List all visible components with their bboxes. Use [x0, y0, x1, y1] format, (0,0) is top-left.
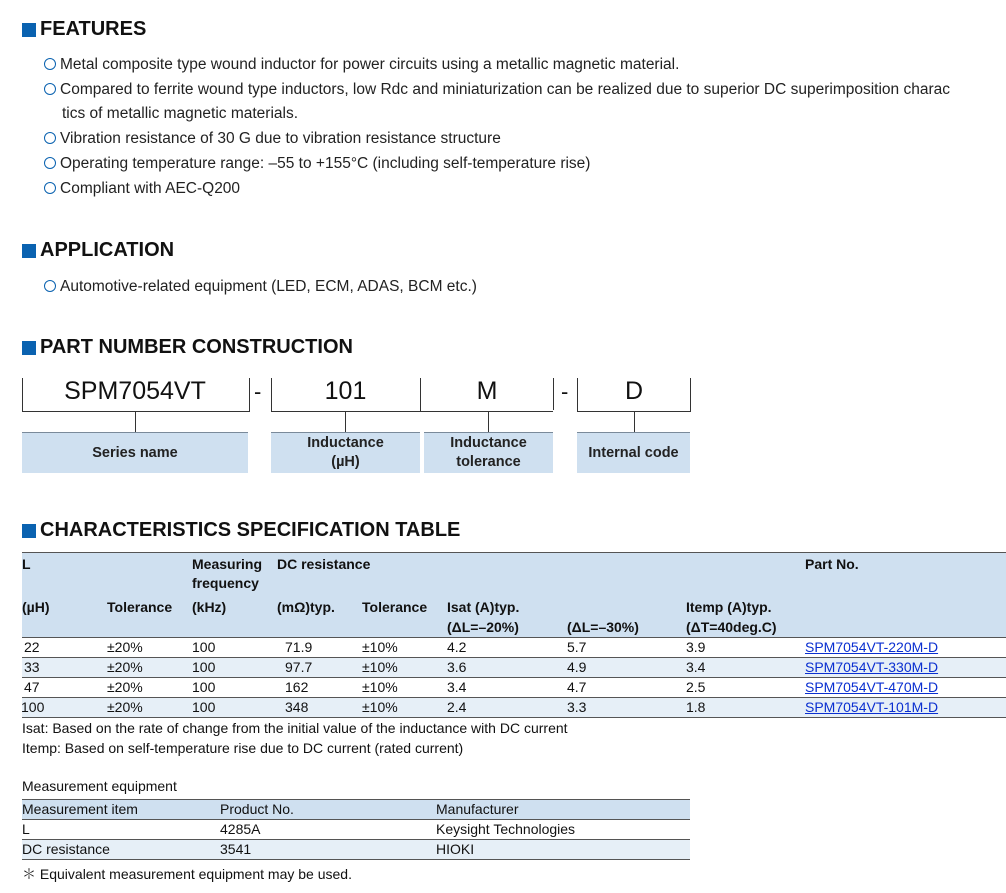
col-header-rdc-tolerance: Tolerance — [362, 599, 428, 615]
col-header-measuring: Measuring — [192, 556, 263, 572]
circle-bullet-icon — [44, 58, 56, 70]
measurement-col-product: Product No. — [220, 801, 294, 817]
table-cell: ±20% — [107, 679, 143, 695]
measurement-row — [22, 820, 690, 840]
measurement-cell: Keysight Technologies — [436, 821, 576, 837]
table-cell: 4.9 — [567, 659, 587, 675]
measurement-cell: DC resistance — [22, 841, 110, 857]
table-row — [22, 698, 1006, 718]
segment-divider — [690, 378, 691, 411]
part-number-heading — [22, 336, 353, 359]
measurement-cell: HIOKI — [436, 841, 475, 857]
col-header-khz: (kHz) — [192, 599, 227, 615]
square-bullet-icon — [22, 23, 36, 37]
inductance-tolerance-label: Inductance tolerance — [424, 432, 553, 473]
table-row — [22, 638, 1006, 658]
feature-item: Compliant with AEC-Q200 — [44, 180, 240, 198]
table-cell: 100 — [192, 699, 216, 715]
connector-line — [488, 411, 489, 432]
circle-bullet-icon — [44, 83, 56, 95]
table-cell: 3.6 — [447, 659, 467, 675]
measurement-col-manufacturer: Manufacturer — [436, 801, 519, 817]
col-header-uh: (µH) — [22, 599, 50, 615]
table-cell: ±20% — [107, 659, 143, 675]
measurement-table-header — [22, 799, 690, 820]
square-bullet-icon — [22, 341, 36, 355]
isat-note: Isat: Based on the rate of change from the initial value of the inductance with DC current — [22, 720, 568, 736]
part-number-link[interactable]: SPM7054VT-101M-D — [805, 699, 939, 715]
feature-item: Compared to ferrite wound type inductors, low Rdc and miniaturization can be realized due to superior DC superimposition charac — [44, 81, 950, 99]
table-cell: 4.7 — [567, 679, 587, 695]
connector-line — [135, 411, 136, 432]
connector-line — [634, 411, 635, 432]
measurement-cell: 3541 — [220, 841, 252, 857]
internal-code-label: Internal code — [577, 432, 690, 473]
table-cell: 1.8 — [686, 699, 706, 715]
inductance-segment: 101 — [324, 377, 367, 405]
table-cell: 33 — [24, 659, 40, 675]
table-cell: ±10% — [362, 659, 398, 675]
table-cell: 3.9 — [686, 639, 706, 655]
measurement-col-item: Measurement item — [22, 801, 138, 817]
part-number-link[interactable]: SPM7054VT-470M-D — [805, 679, 939, 695]
table-cell: ±20% — [107, 639, 143, 655]
col-header-isat-30: (ΔL=–30%) — [567, 619, 639, 635]
application-item: Automotive-related equipment (LED, ECM, ADAS, BCM etc.) — [44, 278, 477, 296]
gap-mask — [553, 410, 577, 412]
table-cell: 162 — [285, 679, 309, 695]
col-header-isat: Isat (A)typ. — [447, 599, 520, 615]
table-cell: 100 — [192, 659, 216, 675]
internal-code-segment: D — [624, 377, 644, 405]
equivalent-footnote: ＊ Equivalent measurement equipment may be used. — [22, 866, 352, 882]
col-header-dc-resistance: DC resistance — [277, 556, 371, 572]
table-cell: 3.3 — [567, 699, 587, 715]
spec-table-title: CHARACTERISTICS SPECIFICATION TABLE — [40, 519, 461, 541]
circle-bullet-icon — [44, 157, 56, 169]
tolerance-segment: M — [476, 377, 498, 405]
feature-item: Vibration resistance of 30 G due to vibration resistance structure — [44, 130, 501, 148]
segment-divider — [553, 378, 554, 411]
col-header-mohm: (mΩ)typ. — [277, 599, 335, 615]
table-cell: 3.4 — [686, 659, 706, 675]
inductance-label: Inductance (µH) — [271, 432, 420, 473]
table-cell: 97.7 — [285, 659, 313, 675]
table-cell: 5.7 — [567, 639, 587, 655]
square-bullet-icon — [22, 524, 36, 538]
table-cell: ±20% — [107, 699, 143, 715]
table-cell: 22 — [24, 639, 40, 655]
circle-bullet-icon — [44, 132, 56, 144]
table-cell: 100 — [21, 699, 45, 715]
table-cell: 348 — [285, 699, 309, 715]
table-cell: 47 — [24, 679, 40, 695]
col-header-tolerance: Tolerance — [107, 599, 173, 615]
connector-line — [345, 411, 346, 432]
square-bullet-icon — [22, 244, 36, 258]
table-cell: ±10% — [362, 639, 398, 655]
table-cell: 3.4 — [447, 679, 467, 695]
circle-bullet-icon — [44, 280, 56, 292]
measurement-title: Measurement equipment — [22, 778, 177, 794]
separator-dash: - — [254, 379, 262, 404]
application-title: APPLICATION — [40, 239, 175, 261]
col-header-l: L — [22, 556, 31, 572]
table-cell: 100 — [192, 639, 216, 655]
feature-item: Operating temperature range: –55 to +155°C (including self-temperature rise) — [44, 155, 590, 173]
col-header-itemp-cond: (ΔT=40deg.C) — [686, 619, 777, 635]
measurement-cell: L — [22, 821, 30, 837]
measurement-cell: 4285A — [220, 821, 261, 837]
table-cell: 2.4 — [447, 699, 467, 715]
table-cell: 2.5 — [686, 679, 706, 695]
measurement-row — [22, 840, 690, 860]
series-segment: SPM7054VT — [64, 377, 206, 405]
application-heading — [22, 239, 174, 262]
table-cell: 4.2 — [447, 639, 467, 655]
col-header-isat-20: (ΔL=–20%) — [447, 619, 519, 635]
part-number-link[interactable]: SPM7054VT-220M-D — [805, 639, 939, 655]
table-cell: ±10% — [362, 699, 398, 715]
table-row — [22, 658, 1006, 678]
features-title: FEATURES — [40, 18, 147, 40]
itemp-note: Itemp: Based on self-temperature rise due to DC current (rated current) — [22, 740, 464, 756]
table-row — [22, 678, 1006, 698]
spec-table-heading — [22, 519, 460, 542]
part-number-link[interactable]: SPM7054VT-330M-D — [805, 659, 939, 675]
col-header-frequency: frequency — [192, 575, 259, 591]
separator-dash: - — [561, 379, 569, 404]
table-cell: 100 — [192, 679, 216, 695]
part-number-title: PART NUMBER CONSTRUCTION — [40, 336, 353, 358]
col-header-part-no: Part No. — [805, 556, 859, 572]
series-name-label: Series name — [22, 432, 248, 473]
table-cell: 71.9 — [285, 639, 313, 655]
col-header-itemp: Itemp (A)typ. — [686, 599, 772, 615]
table-cell: ±10% — [362, 679, 398, 695]
feature-item-continuation: tics of metallic magnetic materials. — [62, 105, 299, 122]
circle-bullet-icon — [44, 182, 56, 194]
feature-item: Metal composite type wound inductor for power circuits using a metallic magnetic material. — [44, 56, 679, 74]
features-heading — [22, 18, 146, 41]
